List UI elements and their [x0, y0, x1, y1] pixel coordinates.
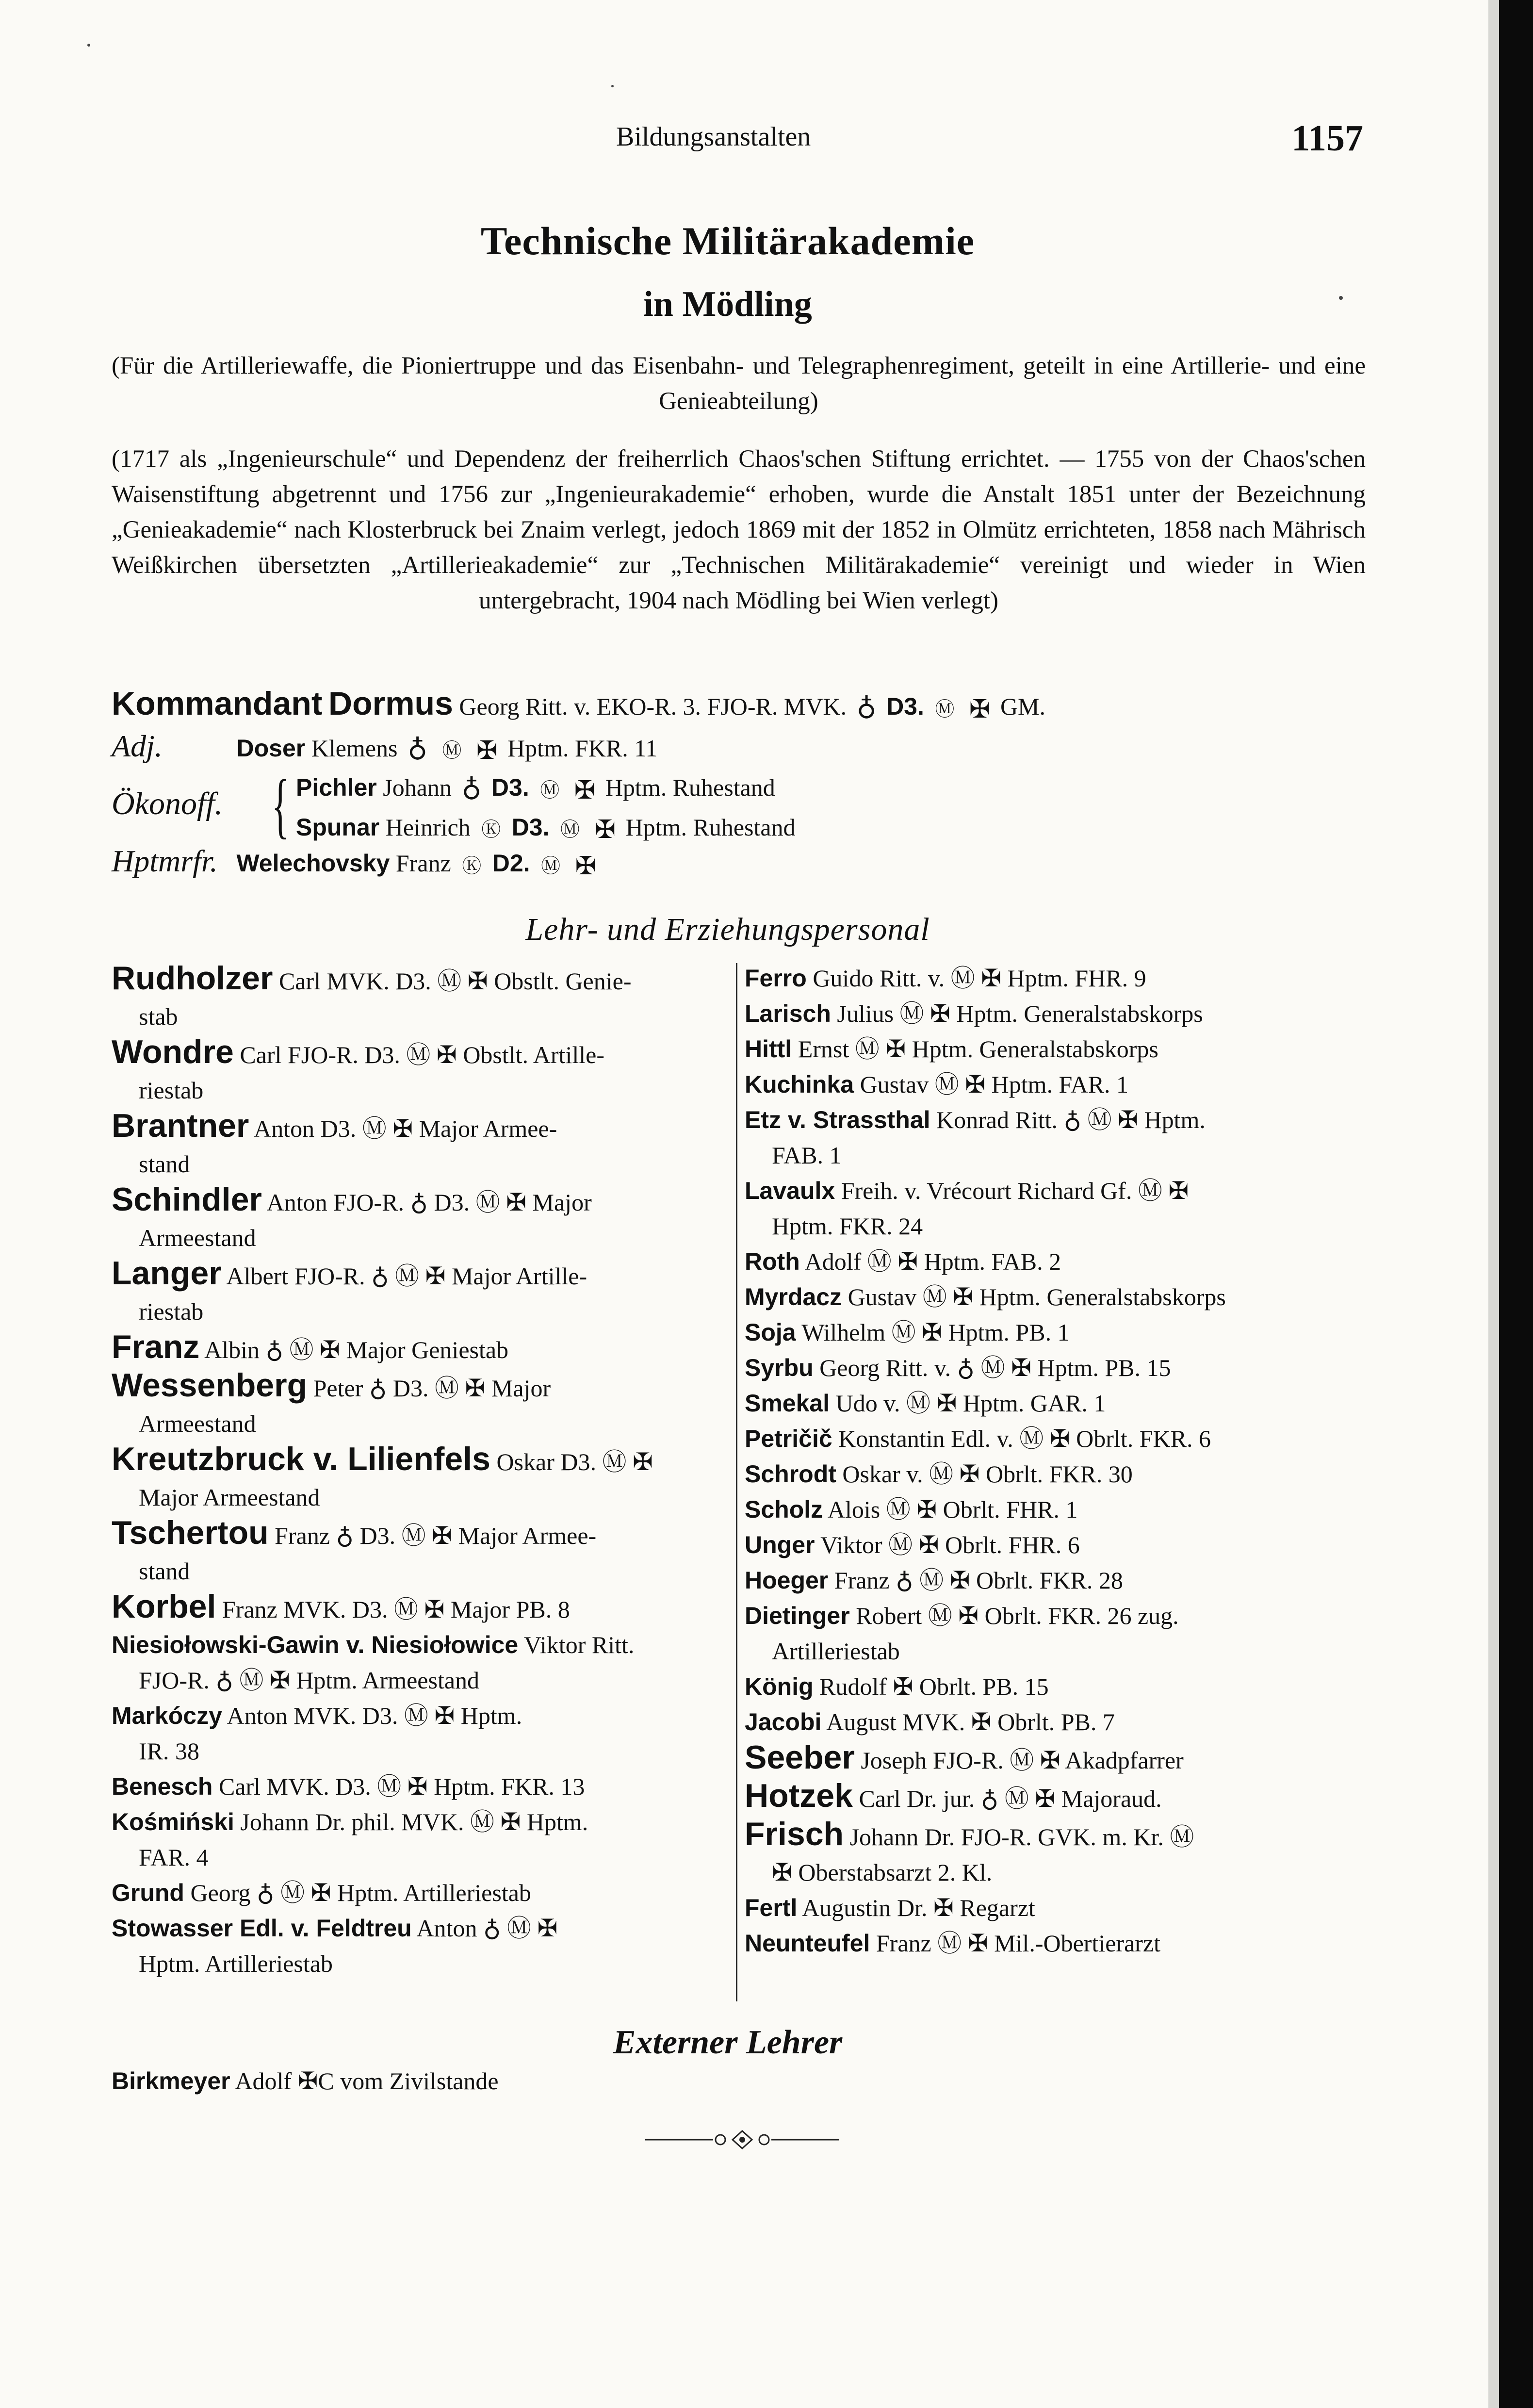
staff-details: Anton ♁ Ⓜ ✠	[411, 1915, 558, 1942]
staff-name: Schindler	[112, 1181, 262, 1218]
staff-details: Freih. v. Vrécourt Richard Gf. Ⓜ ✠	[835, 1177, 1189, 1204]
staff-name: Hotzek	[745, 1777, 853, 1814]
adj-rank: Hptm. FKR. 11	[507, 734, 658, 762]
staff-details: Georg Ritt. v. ♁ Ⓜ ✠ Hptm. PB. 15	[813, 1354, 1171, 1381]
page-shadow	[1488, 0, 1499, 2408]
staff-entry	[745, 1563, 1363, 1598]
staff-details: Joseph FJO-R. Ⓜ ✠ Akadpfarrer	[854, 1747, 1184, 1774]
staff-details: Anton D3. Ⓜ ✠ Major Armee-	[249, 1115, 557, 1142]
staff-entry-line	[745, 1492, 1363, 1527]
staff-entry-line	[745, 1669, 1363, 1704]
staff-name: Seeber	[745, 1739, 855, 1776]
section-heading: Lehr- und Erziehungspersonal	[525, 912, 930, 947]
staff-details: Ernst Ⓜ ✠ Hptm. Generalstabskorps	[792, 1035, 1158, 1063]
staff-name: Schrodt	[745, 1460, 836, 1488]
kommandant-rank: GM.	[1000, 693, 1046, 720]
external-name: Birkmeyer	[112, 2067, 230, 2095]
column-divider	[736, 963, 737, 2001]
hptmrfr-given-name: Franz	[395, 850, 451, 877]
staff-name: Kośmiński	[112, 1808, 234, 1835]
staff-details: Carl MVK. D3. Ⓜ ✠ Hptm. FKR. 13	[212, 1773, 585, 1800]
staff-details-continued: stand	[139, 1150, 190, 1178]
m-medal-icon: Ⓜ	[560, 819, 580, 841]
cross-icon: ✠	[969, 694, 991, 724]
cross-icon: ✠	[594, 815, 616, 845]
staff-entry	[112, 1442, 725, 1515]
staff-details: Anton FJO-R. ♁ D3. Ⓜ ✠ Major	[261, 1189, 592, 1216]
staff-name: Dietinger	[745, 1602, 850, 1629]
staff-entry	[745, 1669, 1363, 1704]
staff-entry-line	[112, 1368, 725, 1406]
adj-label: Adj.	[112, 728, 163, 763]
staff-entry	[112, 1108, 725, 1182]
staff-details-continued: FAR. 4	[139, 1844, 209, 1871]
staff-entry-line	[745, 1926, 1363, 1961]
oekonoff-line-2	[296, 809, 796, 849]
left-column	[112, 961, 725, 1982]
staff-details-continued: stab	[139, 1003, 178, 1030]
staff-entry	[112, 1875, 725, 1911]
staff-entry-line	[745, 1740, 1363, 1778]
staff-details: Konstantin Edl. v. Ⓜ ✠ Obrlt. FKR. 6	[832, 1425, 1211, 1452]
staff-entry	[745, 1492, 1363, 1527]
staff-details: Wilhelm Ⓜ ✠ Hptm. PB. 1	[796, 1319, 1070, 1346]
staff-name: Ferro	[745, 965, 807, 992]
staff-entry	[745, 1740, 1363, 1778]
bell-icon: ♁	[856, 693, 877, 725]
staff-entry-line	[745, 996, 1363, 1032]
staff-entry	[745, 1457, 1363, 1492]
decoration-d3: D3.	[491, 774, 529, 802]
staff-details: Carl MVK. D3. Ⓜ ✠ Obstlt. Genie-	[273, 967, 632, 995]
kommandant-line	[112, 685, 1373, 728]
staff-name: Roth	[745, 1248, 800, 1275]
staff-name: Myrdacz	[745, 1283, 842, 1310]
staff-entry-line	[745, 961, 1363, 996]
scan-border	[1499, 0, 1533, 2408]
staff-name: Niesiołowski-Gawin v. Niesiołowice	[112, 1631, 519, 1658]
staff-entry-line	[112, 1589, 725, 1627]
staff-entry	[745, 1173, 1363, 1244]
staff-entry-line	[745, 1890, 1363, 1926]
scan-speck	[611, 85, 614, 87]
staff-details-continued: IR. 38	[139, 1737, 199, 1765]
staff-details: Udo v. Ⓜ ✠ Hptm. GAR. 1	[830, 1390, 1106, 1417]
decoration-d2: D2.	[492, 850, 530, 877]
oek2-given-name: Heinrich	[385, 813, 471, 841]
staff-entry	[745, 1032, 1363, 1067]
history-paragraph: (1717 als „Ingenieurschule“ und Dependenz der freiherrlich Chaos'schen Stiftung errichtet. — 1755 von der Chaos'schen Waisenstiftung abgetrennt und 1756 zur „Ingenieurakademie“ erhoben, wurde die Anstalt 1851 unter der Bezeichnung „Genieakademie“ nach Klosterbruck bei Znaim verlegt, jedoch 1869 mit der 1852 in Olmütz errichteten, 1858 nach Mährisch Weißkirchen übersetzten „Artillerieakademie“ zur „Technischen Militärakademie“ vereinigt und wieder in Wien untergebracht, 1904 nach Mödling bei Wien verlegt)	[112, 445, 1366, 614]
scan-speck	[1339, 296, 1343, 300]
staff-entry	[745, 996, 1363, 1032]
staff-entry	[745, 1279, 1363, 1315]
staff-entry-line	[745, 1067, 1363, 1102]
staff-details: Robert Ⓜ ✠ Obrlt. FKR. 26 zug.	[849, 1602, 1179, 1629]
staff-name: Grund	[112, 1879, 184, 1906]
staff-entry-line	[745, 1279, 1363, 1315]
oekonoff-line-1	[296, 769, 796, 809]
staff-entry	[112, 1368, 725, 1442]
decoration-d3: D3.	[886, 693, 924, 720]
staff-entry	[112, 1256, 725, 1329]
staff-entry	[112, 1911, 725, 1982]
staff-name: Frisch	[745, 1816, 844, 1852]
staff-entry	[745, 1527, 1363, 1563]
staff-name: Lavaulx	[745, 1177, 835, 1204]
staff-entry-line	[112, 1442, 725, 1480]
hptmrfr-label: Hptmrfr.	[112, 844, 218, 879]
running-title: Bildungsanstalten	[616, 122, 811, 152]
staff-entry	[745, 1350, 1363, 1386]
staff-name: Rudholzer	[112, 960, 273, 997]
staff-details: Adolf Ⓜ ✠ Hptm. FAB. 2	[799, 1248, 1061, 1275]
staff-entry	[745, 1598, 1363, 1669]
staff-entry	[112, 1329, 725, 1368]
oek2-rank: Hptm. Ruhestand	[625, 813, 796, 841]
staff-entry-line	[745, 1527, 1363, 1563]
staff-entry	[112, 1627, 725, 1698]
staff-details: Carl FJO-R. D3. Ⓜ ✠ Obstlt. Artille-	[233, 1041, 604, 1068]
staff-entry-line	[112, 1698, 725, 1734]
staff-entry	[112, 1589, 725, 1627]
staff-entry	[745, 1421, 1363, 1457]
staff-entry	[745, 1704, 1363, 1740]
staff-details: Franz Ⓜ ✠ Mil.-Obertierarzt	[870, 1930, 1160, 1957]
staff-name: Brantner	[112, 1107, 249, 1144]
staff-entry-line	[745, 1386, 1363, 1421]
staff-entry	[745, 1102, 1363, 1173]
staff-details: Guido Ritt. v. Ⓜ ✠ Hptm. FHR. 9	[806, 965, 1146, 992]
staff-name: Tschertou	[112, 1514, 269, 1551]
staff-details: Georg ♁ Ⓜ ✠ Hptm. Artilleriestab	[184, 1879, 531, 1906]
staff-entry-line	[112, 1182, 725, 1220]
staff-name: Wondre	[112, 1033, 234, 1070]
staff-entry	[112, 1515, 725, 1589]
m-medal-icon: Ⓜ	[935, 698, 955, 721]
adj-name: Doser	[236, 734, 306, 762]
staff-entry-line	[112, 1627, 725, 1663]
decoration-d3: D3.	[511, 813, 550, 841]
staff-name: Petričič	[745, 1425, 832, 1452]
staff-entry-line	[745, 1778, 1363, 1817]
staff-entry-line	[112, 961, 725, 999]
staff-name: Fertl	[745, 1894, 798, 1921]
k-medal-icon: Ⓚ	[481, 819, 501, 841]
staff-name: Hittl	[745, 1035, 792, 1063]
external-details: Adolf ✠C vom Zivilstande	[235, 2067, 499, 2095]
oekonoff-label: Ökonoff.	[112, 786, 223, 822]
staff-name: Etz v. Strassthal	[745, 1106, 930, 1133]
staff-entry	[745, 1890, 1363, 1926]
staff-entry	[745, 1778, 1363, 1817]
oek1-name: Pichler	[296, 774, 377, 802]
staff-details: Peter ♁ D3. Ⓜ ✠ Major	[307, 1375, 551, 1402]
staff-name: Jacobi	[745, 1708, 822, 1736]
right-column	[745, 961, 1363, 1961]
staff-details-continued: riestab	[139, 1298, 204, 1325]
oekonoff-lines	[296, 769, 796, 848]
staff-entry-line	[112, 1911, 725, 1946]
staff-details-continued: stand	[139, 1557, 190, 1585]
staff-details: Carl Dr. jur. ♁ Ⓜ ✠ Majoraud.	[852, 1785, 1162, 1812]
page-header	[0, 118, 1455, 160]
staff-details: Viktor Ⓜ ✠ Obrlt. FHR. 6	[815, 1531, 1080, 1558]
staff-details: Viktor Ritt.	[518, 1631, 635, 1658]
staff-name: Hoeger	[745, 1567, 829, 1594]
cross-icon: ✠	[575, 851, 597, 881]
staff-name: Kreutzbruck v. Lilienfels	[112, 1441, 490, 1477]
staff-entry-line	[112, 1034, 725, 1073]
staff-entry-line	[112, 1256, 725, 1294]
staff-details: Johann Dr. phil. MVK. Ⓜ ✠ Hptm.	[234, 1808, 588, 1835]
k-medal-icon: Ⓚ	[462, 854, 482, 877]
staff-entry-line	[112, 1769, 725, 1804]
staff-name: Smekal	[745, 1390, 830, 1417]
staff-entry	[745, 1315, 1363, 1350]
page-title: Technische Militärakademie	[480, 219, 975, 263]
staff-details-continued: Artilleriestab	[772, 1638, 900, 1665]
external-heading: Externer Lehrer	[613, 2024, 843, 2061]
staff-name: Langer	[112, 1255, 222, 1292]
staff-entry-line	[745, 1704, 1363, 1740]
staff-entry	[745, 1817, 1363, 1890]
staff-entry-line	[745, 1350, 1363, 1386]
staff-details: Gustav Ⓜ ✠ Hptm. FAR. 1	[854, 1071, 1129, 1098]
staff-details: August MVK. ✠ Obrlt. PB. 7	[821, 1708, 1115, 1736]
staff-details: Oskar v. Ⓜ ✠ Obrlt. FKR. 30	[836, 1460, 1133, 1488]
hptmrfr-name: Welechovsky	[236, 850, 390, 877]
staff-details: Anton MVK. D3. Ⓜ ✠ Hptm.	[222, 1702, 522, 1729]
staff-name: Wessenberg	[112, 1367, 308, 1404]
staff-details: Gustav Ⓜ ✠ Hptm. Generalstabskorps	[842, 1283, 1226, 1310]
staff-entry-line	[745, 1244, 1363, 1279]
staff-entry	[745, 961, 1363, 996]
staff-name: Stowasser Edl. v. Feldtreu	[112, 1915, 412, 1942]
staff-name: Soja	[745, 1319, 796, 1346]
staff-details-continued: ✠ Oberstabsarzt 2. Kl.	[772, 1859, 993, 1886]
bell-icon: ♁	[461, 774, 482, 806]
staff-details: Rudolf ✠ Obrlt. PB. 15	[813, 1673, 1049, 1700]
staff-entry-line	[112, 1329, 725, 1368]
staff-entry	[112, 1182, 725, 1256]
staff-details-continued: Armeestand	[139, 1410, 256, 1437]
oek2-name: Spunar	[296, 813, 380, 841]
staff-entry-line	[112, 1804, 725, 1840]
staff-name: Franz	[112, 1328, 200, 1365]
staff-entry-line	[112, 1108, 725, 1147]
staff-entry-line	[112, 1515, 725, 1554]
staff-details: Alois Ⓜ ✠ Obrlt. FHR. 1	[823, 1496, 1078, 1523]
staff-entry	[112, 1034, 725, 1108]
staff-name: Larisch	[745, 1000, 831, 1027]
staff-entry	[112, 1804, 725, 1875]
staff-entry-line	[745, 1173, 1363, 1209]
staff-entry-line	[745, 1563, 1363, 1598]
bell-icon: ♁	[407, 735, 427, 767]
staff-details: Johann Dr. FJO-R. GVK. m. Kr. Ⓜ	[844, 1823, 1194, 1851]
staff-entry-line	[745, 1421, 1363, 1457]
hauptmann-rechnungsfuehrer-line	[112, 843, 1373, 885]
staff-entry	[112, 1769, 725, 1804]
staff-name: Syrbu	[745, 1354, 814, 1381]
staff-details-continued: riestab	[139, 1077, 204, 1104]
staff-details-continued: Armeestand	[139, 1224, 256, 1251]
command-staff	[112, 685, 1373, 885]
staff-name: König	[745, 1673, 814, 1700]
cross-icon: ✠	[574, 775, 596, 805]
staff-entry-line	[745, 1457, 1363, 1492]
staff-entry-line	[745, 1315, 1363, 1350]
staff-entry	[745, 1067, 1363, 1102]
staff-entry	[745, 1244, 1363, 1279]
staff-name: Korbel	[112, 1588, 216, 1625]
staff-details: Konrad Ritt. ♁ Ⓜ ✠ Hptm.	[930, 1106, 1206, 1133]
staff-name: Markóczy	[112, 1702, 222, 1729]
m-medal-icon: Ⓜ	[540, 779, 560, 802]
staff-name: Neunteufel	[745, 1930, 870, 1957]
oek1-rank: Hptm. Ruhestand	[605, 774, 775, 802]
adj-given-name: Klemens	[311, 734, 398, 762]
staff-details-continued: FJO-R. ♁ Ⓜ ✠ Hptm. Armeestand	[139, 1667, 480, 1694]
kommandant-label: Kommandant	[112, 685, 323, 722]
staff-entry	[745, 1926, 1363, 1961]
m-medal-icon: Ⓜ	[541, 854, 561, 877]
staff-name: Benesch	[112, 1773, 213, 1800]
m-medal-icon: Ⓜ	[442, 739, 462, 762]
cross-icon: ✠	[476, 736, 498, 766]
oek1-given-name: Johann	[383, 774, 452, 802]
scan-speck	[87, 44, 90, 47]
staff-name: Unger	[745, 1531, 815, 1558]
staff-details: Franz ♁ Ⓜ ✠ Obrlt. FKR. 28	[828, 1567, 1123, 1594]
staff-name: Kuchinka	[745, 1071, 854, 1098]
staff-details: Julius Ⓜ ✠ Hptm. Generalstabskorps	[831, 1000, 1203, 1027]
staff-details-continued: Hptm. Artilleriestab	[139, 1950, 333, 1977]
staff-details-continued: Major Armeestand	[139, 1484, 320, 1511]
staff-entry	[745, 1386, 1363, 1421]
staff-details: Albin ♁ Ⓜ ✠ Major Geniestab	[199, 1336, 509, 1363]
page-subtitle: in Mödling	[643, 284, 812, 324]
kommandant-details: Georg Ritt. v. EKO-R. 3. FJO-R. MVK.	[459, 693, 847, 720]
staff-details: Franz MVK. D3. Ⓜ ✠ Major PB. 8	[216, 1596, 570, 1623]
scope-paragraph: (Für die Artilleriewaffe, die Pioniertruppe und das Eisenbahn- und Telegraphenregiment, geteilt in eine Artillerie- und eine Genieabteilung)	[112, 352, 1366, 415]
oekonomie-group	[112, 765, 1373, 846]
page-number: 1157	[1291, 118, 1363, 159]
external-entry	[112, 2067, 499, 2095]
staff-entry	[112, 1698, 725, 1769]
adjutant-line	[112, 728, 1373, 770]
staff-name: Scholz	[745, 1496, 823, 1523]
staff-details: Albert FJO-R. ♁ Ⓜ ✠ Major Artille-	[221, 1262, 587, 1290]
staff-entry-line	[745, 1102, 1363, 1138]
staff-details: Oskar D3. Ⓜ ✠	[490, 1448, 653, 1475]
staff-entry	[112, 961, 725, 1034]
staff-details: Franz ♁ D3. Ⓜ ✠ Major Armee-	[268, 1522, 597, 1549]
staff-entry-line	[745, 1817, 1363, 1855]
brace-icon: {	[272, 765, 289, 846]
staff-details-continued: FAB. 1	[772, 1142, 842, 1169]
kommandant-name: Dormus	[328, 685, 453, 722]
staff-entry-line	[745, 1598, 1363, 1634]
ornament-icon	[640, 2125, 844, 2154]
staff-entry-line	[112, 1875, 725, 1911]
staff-details-continued: Hptm. FKR. 24	[772, 1212, 923, 1240]
staff-entry-line	[745, 1032, 1363, 1067]
staff-details: Augustin Dr. ✠ Regarzt	[797, 1894, 1035, 1921]
